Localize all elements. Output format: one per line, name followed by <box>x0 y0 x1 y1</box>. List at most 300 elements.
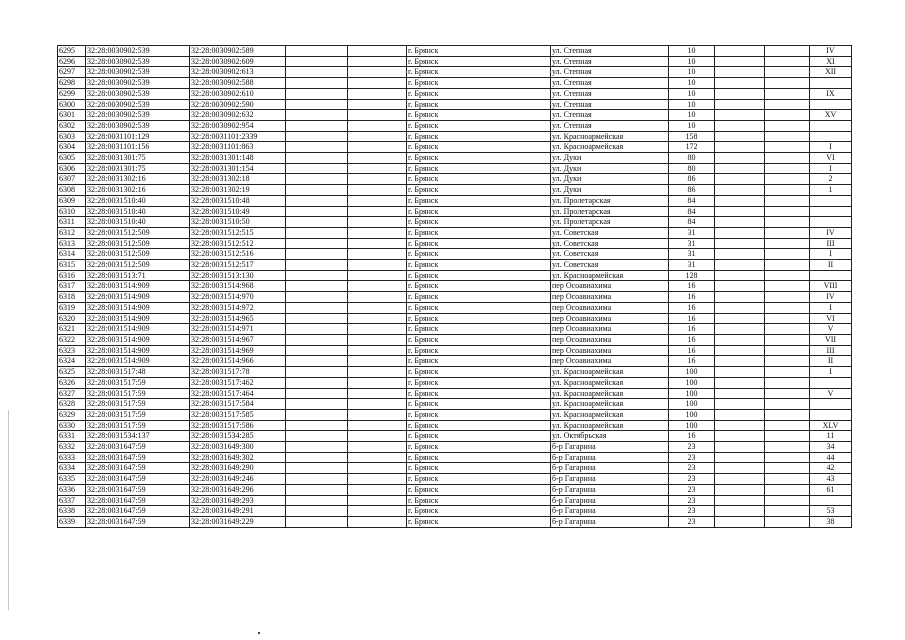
table-row <box>58 249 852 260</box>
cell-empty <box>348 409 407 420</box>
cell-premises-number: 43 <box>810 474 852 485</box>
cell-empty <box>765 292 810 303</box>
cell-empty <box>348 474 407 485</box>
cell-empty <box>348 217 407 228</box>
table-row <box>58 324 852 335</box>
cell-parent-cadastral-number: 32:28:0030902:539 <box>86 88 190 99</box>
cell-premises-number <box>810 495 852 506</box>
cell-empty <box>348 334 407 345</box>
table-row <box>58 302 852 313</box>
cell-parent-cadastral-number: 32:28:0031647:59 <box>86 452 190 463</box>
cell-premises-number: VII <box>810 334 852 345</box>
cell-row-number: 6297 <box>58 67 86 78</box>
cell-empty <box>715 506 765 517</box>
cell-empty <box>715 227 765 238</box>
table-row <box>58 88 852 99</box>
cell-house-number: 31 <box>669 227 715 238</box>
cell-street: ул. Пролетарская <box>551 206 669 217</box>
cell-cadastral-number: 32:28:0031517:584 <box>190 399 286 410</box>
cell-empty <box>715 217 765 228</box>
cell-city: г. Брянск <box>407 377 551 388</box>
cell-premises-number: II <box>810 260 852 271</box>
cell-premises-number <box>810 131 852 142</box>
cell-empty <box>765 56 810 67</box>
cell-city: г. Брянск <box>407 56 551 67</box>
cell-empty <box>286 345 348 356</box>
cell-house-number: 16 <box>669 281 715 292</box>
cell-empty <box>286 131 348 142</box>
cell-street: б-р Гагарина <box>551 442 669 453</box>
cell-city: г. Брянск <box>407 217 551 228</box>
cell-city: г. Брянск <box>407 302 551 313</box>
cell-row-number: 6324 <box>58 356 86 367</box>
table-body <box>58 46 852 528</box>
cell-empty <box>715 270 765 281</box>
cell-empty <box>286 281 348 292</box>
cell-premises-number: III <box>810 238 852 249</box>
cell-empty <box>765 227 810 238</box>
cell-empty <box>286 163 348 174</box>
cell-empty <box>765 484 810 495</box>
cell-empty <box>765 185 810 196</box>
cell-street: ул. Красноармейская <box>551 270 669 281</box>
cell-parent-cadastral-number: 32:28:0031647:59 <box>86 463 190 474</box>
cell-cadastral-number: 32:28:0030902:954 <box>190 120 286 131</box>
cell-house-number: 100 <box>669 409 715 420</box>
cell-premises-number: IV <box>810 292 852 303</box>
cell-empty <box>348 313 407 324</box>
cell-house-number: 23 <box>669 463 715 474</box>
cell-empty <box>765 249 810 260</box>
cell-house-number: 10 <box>669 120 715 131</box>
cell-empty <box>286 238 348 249</box>
cell-premises-number: 53 <box>810 506 852 517</box>
table-row <box>58 238 852 249</box>
table-row <box>58 452 852 463</box>
cell-empty <box>286 474 348 485</box>
cell-empty <box>715 516 765 527</box>
cell-city: г. Брянск <box>407 227 551 238</box>
cell-street: пер Осоавиахима <box>551 324 669 335</box>
cell-empty <box>715 420 765 431</box>
cell-premises-number: VIII <box>810 281 852 292</box>
cell-row-number: 6307 <box>58 174 86 185</box>
cell-empty <box>348 131 407 142</box>
cell-empty <box>715 334 765 345</box>
cell-premises-number: 11 <box>810 431 852 442</box>
cell-parent-cadastral-number: 32:28:0031510:40 <box>86 195 190 206</box>
table-row <box>58 495 852 506</box>
cell-empty <box>286 217 348 228</box>
cell-city: г. Брянск <box>407 249 551 260</box>
cell-house-number: 16 <box>669 334 715 345</box>
cell-premises-number <box>810 206 852 217</box>
cell-premises-number: I <box>810 142 852 153</box>
cell-house-number: 86 <box>669 174 715 185</box>
cell-empty <box>286 46 348 57</box>
cell-city: г. Брянск <box>407 292 551 303</box>
cell-house-number: 100 <box>669 367 715 378</box>
table-row <box>58 409 852 420</box>
cell-empty <box>348 174 407 185</box>
table-row <box>58 313 852 324</box>
cell-empty <box>286 367 348 378</box>
cell-cadastral-number: 32:28:0031510:50 <box>190 217 286 228</box>
cell-city: г. Брянск <box>407 399 551 410</box>
cell-empty <box>348 506 407 517</box>
cell-empty <box>286 484 348 495</box>
cell-parent-cadastral-number: 32:28:0031534:137 <box>86 431 190 442</box>
cell-house-number: 31 <box>669 249 715 260</box>
cell-house-number: 16 <box>669 356 715 367</box>
cell-empty <box>765 452 810 463</box>
cell-empty <box>286 185 348 196</box>
cell-row-number: 6313 <box>58 238 86 249</box>
cell-empty <box>765 388 810 399</box>
cell-row-number: 6316 <box>58 270 86 281</box>
cell-empty <box>348 399 407 410</box>
cell-empty <box>348 388 407 399</box>
cell-parent-cadastral-number: 32:28:0031647:59 <box>86 516 190 527</box>
cell-house-number: 23 <box>669 474 715 485</box>
cell-street: ул. Красноармейская <box>551 388 669 399</box>
cell-empty <box>765 324 810 335</box>
cell-city: г. Брянск <box>407 463 551 474</box>
cell-house-number: 10 <box>669 99 715 110</box>
cell-empty <box>765 474 810 485</box>
cell-empty <box>348 227 407 238</box>
table-row <box>58 217 852 228</box>
cell-empty <box>765 399 810 410</box>
cell-empty <box>715 142 765 153</box>
cell-cadastral-number: 32:28:0031649:293 <box>190 495 286 506</box>
cell-parent-cadastral-number: 32:28:0031517:59 <box>86 377 190 388</box>
cell-house-number: 84 <box>669 195 715 206</box>
cell-empty <box>286 442 348 453</box>
cell-empty <box>765 99 810 110</box>
cell-row-number: 6327 <box>58 388 86 399</box>
cell-city: г. Брянск <box>407 120 551 131</box>
cell-empty <box>715 431 765 442</box>
cell-cadastral-number: 32:28:0031514:965 <box>190 313 286 324</box>
cell-cadastral-number: 32:28:0030902:588 <box>190 78 286 89</box>
cell-parent-cadastral-number: 32:28:0031514:909 <box>86 324 190 335</box>
cell-cadastral-number: 32:28:0031649:300 <box>190 442 286 453</box>
cell-row-number: 6305 <box>58 153 86 164</box>
cell-premises-number: IX <box>810 88 852 99</box>
cell-empty <box>765 345 810 356</box>
cell-empty <box>715 88 765 99</box>
cell-cadastral-number: 32:28:0030902:590 <box>190 99 286 110</box>
cell-house-number: 16 <box>669 302 715 313</box>
cell-empty <box>765 174 810 185</box>
cell-premises-number: XI <box>810 56 852 67</box>
cell-premises-number <box>810 270 852 281</box>
cell-empty <box>348 185 407 196</box>
cell-house-number: 16 <box>669 324 715 335</box>
cell-empty <box>286 110 348 121</box>
cell-premises-number: I <box>810 249 852 260</box>
cell-empty <box>286 260 348 271</box>
cell-empty <box>765 409 810 420</box>
cell-premises-number: 38 <box>810 516 852 527</box>
cell-parent-cadastral-number: 32:28:0031514:909 <box>86 292 190 303</box>
cell-parent-cadastral-number: 32:28:0031510:40 <box>86 206 190 217</box>
cell-street: ул. Советская <box>551 249 669 260</box>
cell-parent-cadastral-number: 32:28:0031647:59 <box>86 484 190 495</box>
cell-empty <box>765 206 810 217</box>
cell-cadastral-number: 32:28:0031534:285 <box>190 431 286 442</box>
cell-empty <box>715 174 765 185</box>
cell-premises-number: III <box>810 345 852 356</box>
cell-house-number: 80 <box>669 153 715 164</box>
cell-house-number: 23 <box>669 484 715 495</box>
cell-premises-number: 1 <box>810 185 852 196</box>
cell-cadastral-number: 32:28:0030902:610 <box>190 88 286 99</box>
cell-empty <box>286 313 348 324</box>
cell-row-number: 6329 <box>58 409 86 420</box>
cell-empty <box>765 377 810 388</box>
cell-street: ул. Советская <box>551 260 669 271</box>
cell-house-number: 86 <box>669 185 715 196</box>
cell-cadastral-number: 32:28:0030902:613 <box>190 67 286 78</box>
cell-empty <box>348 324 407 335</box>
cell-row-number: 6321 <box>58 324 86 335</box>
cell-empty <box>348 431 407 442</box>
cell-empty <box>765 88 810 99</box>
cell-empty <box>715 163 765 174</box>
cell-city: г. Брянск <box>407 334 551 345</box>
cell-empty <box>286 195 348 206</box>
cell-street: ул. Степная <box>551 67 669 78</box>
cell-empty <box>765 420 810 431</box>
cell-empty <box>765 195 810 206</box>
cadastral-register-table <box>57 45 852 528</box>
cell-empty <box>348 302 407 313</box>
cell-city: г. Брянск <box>407 195 551 206</box>
cell-empty <box>286 334 348 345</box>
table-row <box>58 506 852 517</box>
cell-parent-cadastral-number: 32:28:0031647:59 <box>86 474 190 485</box>
cell-empty <box>286 506 348 517</box>
cell-cadastral-number: 32:28:0031649:290 <box>190 463 286 474</box>
cell-house-number: 10 <box>669 78 715 89</box>
table-row <box>58 345 852 356</box>
cell-empty <box>286 324 348 335</box>
cell-empty <box>348 120 407 131</box>
cell-row-number: 6306 <box>58 163 86 174</box>
cell-row-number: 6299 <box>58 88 86 99</box>
cell-house-number: 128 <box>669 270 715 281</box>
cell-city: г. Брянск <box>407 270 551 281</box>
cell-empty <box>765 463 810 474</box>
cell-house-number: 16 <box>669 313 715 324</box>
cell-cadastral-number: 32:28:0031514:970 <box>190 292 286 303</box>
cell-house-number: 10 <box>669 67 715 78</box>
table-row <box>58 420 852 431</box>
cell-cadastral-number: 32:28:0031517:585 <box>190 409 286 420</box>
cell-empty <box>765 302 810 313</box>
cell-empty <box>765 367 810 378</box>
cell-empty <box>715 399 765 410</box>
cell-row-number: 6320 <box>58 313 86 324</box>
cell-empty <box>715 281 765 292</box>
cell-row-number: 6296 <box>58 56 86 67</box>
cell-empty <box>348 377 407 388</box>
cell-street: пер Осоавиахима <box>551 292 669 303</box>
cell-city: г. Брянск <box>407 474 551 485</box>
cell-cadastral-number: 32:28:0030902:609 <box>190 56 286 67</box>
cell-empty <box>715 99 765 110</box>
cell-row-number: 6319 <box>58 302 86 313</box>
cell-house-number: 31 <box>669 238 715 249</box>
cell-parent-cadastral-number: 32:28:0030902:539 <box>86 78 190 89</box>
cell-parent-cadastral-number: 32:28:0031512:509 <box>86 249 190 260</box>
cell-cadastral-number: 32:28:0031514:969 <box>190 345 286 356</box>
cell-empty <box>765 67 810 78</box>
cell-premises-number: XII <box>810 67 852 78</box>
table-row <box>58 463 852 474</box>
cell-row-number: 6322 <box>58 334 86 345</box>
cell-empty <box>765 442 810 453</box>
cell-premises-number <box>810 120 852 131</box>
cell-row-number: 6295 <box>58 46 86 57</box>
cell-empty <box>715 238 765 249</box>
cell-premises-number: I <box>810 367 852 378</box>
cell-row-number: 6310 <box>58 206 86 217</box>
cell-premises-number: I <box>810 163 852 174</box>
cell-city: г. Брянск <box>407 367 551 378</box>
cell-empty <box>348 249 407 260</box>
cell-street: ул. Дуки <box>551 153 669 164</box>
cell-row-number: 6315 <box>58 260 86 271</box>
cell-empty <box>765 120 810 131</box>
cell-empty <box>348 495 407 506</box>
cell-empty <box>765 260 810 271</box>
cell-parent-cadastral-number: 32:28:0031647:59 <box>86 442 190 453</box>
cell-street: б-р Гагарина <box>551 495 669 506</box>
cell-empty <box>286 56 348 67</box>
cell-parent-cadastral-number: 32:28:0030902:539 <box>86 120 190 131</box>
cell-house-number: 80 <box>669 163 715 174</box>
cell-house-number: 31 <box>669 260 715 271</box>
cell-premises-number <box>810 377 852 388</box>
cell-city: г. Брянск <box>407 281 551 292</box>
cell-city: г. Брянск <box>407 185 551 196</box>
cell-parent-cadastral-number: 32:28:0031301:75 <box>86 153 190 164</box>
cell-street: пер Осоавиахима <box>551 302 669 313</box>
cell-house-number: 100 <box>669 399 715 410</box>
cell-cadastral-number: 32:28:0031514:971 <box>190 324 286 335</box>
cell-empty <box>348 367 407 378</box>
cell-empty <box>715 452 765 463</box>
cell-cadastral-number: 32:28:0031302:18 <box>190 174 286 185</box>
cell-empty <box>286 120 348 131</box>
table-row <box>58 163 852 174</box>
cell-city: г. Брянск <box>407 484 551 495</box>
cell-premises-number: IV <box>810 227 852 238</box>
cell-premises-number: XV <box>810 110 852 121</box>
cell-cadastral-number: 32:28:0031301:148 <box>190 153 286 164</box>
cell-parent-cadastral-number: 32:28:0031647:59 <box>86 506 190 517</box>
table-row <box>58 442 852 453</box>
cell-empty <box>286 431 348 442</box>
cell-street: пер Осоавиахима <box>551 334 669 345</box>
cell-premises-number: 34 <box>810 442 852 453</box>
cell-empty <box>765 142 810 153</box>
cell-cadastral-number: 32:28:0030902:632 <box>190 110 286 121</box>
cell-city: г. Брянск <box>407 420 551 431</box>
table-row <box>58 270 852 281</box>
cell-city: г. Брянск <box>407 142 551 153</box>
cell-empty <box>348 484 407 495</box>
cell-city: г. Брянск <box>407 67 551 78</box>
cell-empty <box>286 399 348 410</box>
cell-empty <box>715 484 765 495</box>
table-row <box>58 78 852 89</box>
cell-city: г. Брянск <box>407 99 551 110</box>
cell-row-number: 6334 <box>58 463 86 474</box>
cell-parent-cadastral-number: 32:28:0031514:909 <box>86 313 190 324</box>
cell-empty <box>715 302 765 313</box>
cell-empty <box>286 206 348 217</box>
cell-house-number: 23 <box>669 452 715 463</box>
cell-house-number: 10 <box>669 56 715 67</box>
cell-parent-cadastral-number: 32:28:0030902:539 <box>86 46 190 57</box>
cell-empty <box>348 78 407 89</box>
cell-city: г. Брянск <box>407 163 551 174</box>
cell-city: г. Брянск <box>407 260 551 271</box>
cell-street: ул. Пролетарская <box>551 195 669 206</box>
cell-parent-cadastral-number: 32:28:0031101:156 <box>86 142 190 153</box>
cell-empty <box>715 324 765 335</box>
cell-premises-number <box>810 195 852 206</box>
cell-empty <box>348 56 407 67</box>
cell-city: г. Брянск <box>407 153 551 164</box>
cell-house-number: 16 <box>669 292 715 303</box>
cell-empty <box>286 249 348 260</box>
cell-parent-cadastral-number: 32:28:0031101:129 <box>86 131 190 142</box>
cell-empty <box>715 377 765 388</box>
cell-parent-cadastral-number: 32:28:0031514:909 <box>86 356 190 367</box>
cell-row-number: 6332 <box>58 442 86 453</box>
table-row <box>58 46 852 57</box>
table-row <box>58 516 852 527</box>
cell-empty <box>765 506 810 517</box>
cell-street: ул. Красноармейская <box>551 131 669 142</box>
table-row <box>58 356 852 367</box>
table-row <box>58 56 852 67</box>
cell-empty <box>286 409 348 420</box>
cell-row-number: 6331 <box>58 431 86 442</box>
cell-cadastral-number: 32:28:0031517:462 <box>190 377 286 388</box>
cell-premises-number <box>810 78 852 89</box>
cell-empty <box>765 270 810 281</box>
table-row <box>58 474 852 485</box>
cell-house-number: 172 <box>669 142 715 153</box>
cell-empty <box>286 99 348 110</box>
cell-empty <box>348 206 407 217</box>
cell-empty <box>286 88 348 99</box>
cell-street: ул. Дуки <box>551 163 669 174</box>
cell-row-number: 6333 <box>58 452 86 463</box>
cell-premises-number: V <box>810 388 852 399</box>
cell-parent-cadastral-number: 32:28:0031510:40 <box>86 217 190 228</box>
cell-street: ул. Пролетарская <box>551 217 669 228</box>
cell-row-number: 6308 <box>58 185 86 196</box>
cell-empty <box>715 131 765 142</box>
cell-street: ул. Степная <box>551 99 669 110</box>
